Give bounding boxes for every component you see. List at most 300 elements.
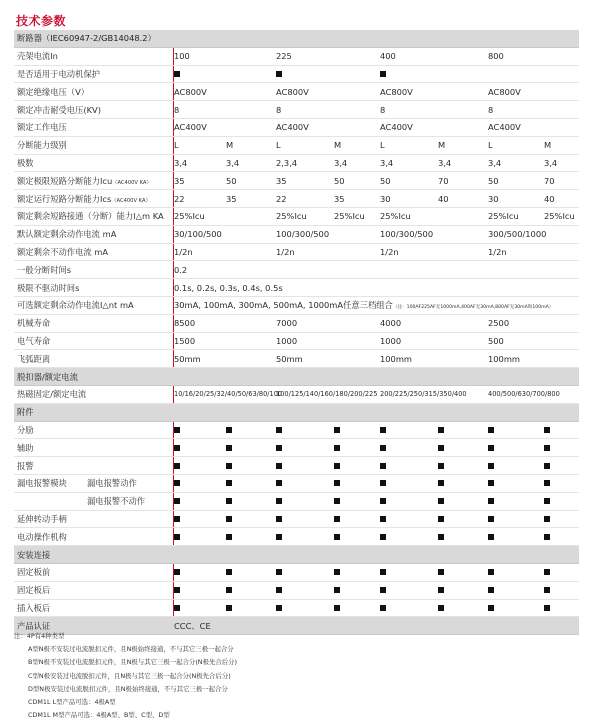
check-square-icon xyxy=(334,443,340,453)
table-row xyxy=(14,83,579,101)
check-square-icon xyxy=(334,425,340,435)
cell-value xyxy=(488,354,520,364)
cell-value-text: AC400V xyxy=(276,122,309,133)
check-square-icon xyxy=(380,567,386,577)
table-row xyxy=(14,493,579,511)
check-square-icon xyxy=(226,461,232,471)
check-square-icon xyxy=(174,443,180,453)
cell-value xyxy=(226,158,239,168)
row-label xyxy=(17,566,50,578)
check-square-icon xyxy=(226,496,232,506)
check-square-icon xyxy=(174,69,180,79)
filled-square-icon xyxy=(334,516,340,522)
cell-value-text: M xyxy=(226,140,234,151)
cell-value xyxy=(276,176,287,186)
check-square-icon xyxy=(276,514,282,524)
check-square-icon xyxy=(380,69,386,79)
row-label-text: 固定板前 xyxy=(17,567,51,578)
filled-square-icon xyxy=(334,587,340,593)
cell-value xyxy=(380,390,467,398)
table-row xyxy=(14,582,579,600)
filled-square-icon xyxy=(334,569,340,575)
cell-value xyxy=(544,194,555,204)
cell-value-text: L xyxy=(174,140,179,151)
cell-value xyxy=(488,247,507,257)
cell-value-text: 500 xyxy=(488,335,504,346)
cell-value xyxy=(488,211,519,221)
cell-value xyxy=(276,51,292,61)
section-header xyxy=(14,368,579,386)
filled-square-icon xyxy=(380,71,386,77)
check-square-icon xyxy=(438,567,444,577)
row-label-text: 电气寿命 xyxy=(17,335,51,346)
note-line: CDM1L L型产品可选：4极A型 xyxy=(28,697,116,706)
check-square-icon xyxy=(438,461,444,471)
filled-square-icon xyxy=(334,605,340,611)
filled-square-icon xyxy=(438,605,444,611)
check-square-icon xyxy=(174,425,180,435)
cell-value-text: M xyxy=(438,140,446,151)
table-row xyxy=(14,386,579,404)
cell-value-text: 8 xyxy=(380,104,386,115)
filled-square-icon xyxy=(174,534,180,540)
check-square-icon xyxy=(380,425,386,435)
cell-value xyxy=(174,265,187,275)
cell-value-text: 30mA, 100mA, 300mA, 500mA, 1000mA任意三档组合 xyxy=(174,300,393,311)
cell-value xyxy=(174,229,222,239)
cell-value xyxy=(438,140,445,150)
check-square-icon xyxy=(276,496,282,506)
row-label xyxy=(17,68,100,80)
cell-value xyxy=(174,336,195,346)
row-label xyxy=(17,513,67,525)
section-label: 附件 xyxy=(17,407,34,418)
row-label-text: 额定极限短路分断能力Icu xyxy=(17,175,113,186)
filled-square-icon xyxy=(226,498,232,504)
row-label xyxy=(17,282,79,294)
filled-square-icon xyxy=(380,605,386,611)
cell-value xyxy=(334,194,345,204)
cell-value xyxy=(276,158,297,168)
check-square-icon xyxy=(380,532,386,542)
check-square-icon xyxy=(226,567,232,577)
cell-value-text: 200/225/250/315/350/400 xyxy=(380,390,467,399)
cell-value-text: L xyxy=(276,140,281,151)
row-label-text: 极数 xyxy=(17,157,34,168)
table-row xyxy=(14,261,579,279)
cell-value-text: AC800V xyxy=(276,86,309,97)
cell-value-text: 225 xyxy=(276,51,292,62)
cell-value xyxy=(380,105,385,115)
row-label-text: 额定冲击耐受电压(KV) xyxy=(17,104,101,115)
check-square-icon xyxy=(174,603,180,613)
row-label xyxy=(17,175,152,187)
cell-value-text: 100mm xyxy=(488,353,521,364)
section-label: 断路器（IEC60947-2/GB14048.2） xyxy=(17,33,156,44)
cell-value-text: 30 xyxy=(488,193,499,204)
check-square-icon xyxy=(488,425,494,435)
cell-value-text: 400/500/630/700/800 xyxy=(488,390,560,399)
table-row xyxy=(14,137,579,155)
cell-value xyxy=(488,87,521,97)
row-label-unit: （AC400V KA） xyxy=(111,197,151,204)
filled-square-icon xyxy=(438,427,444,433)
filled-square-icon xyxy=(174,445,180,451)
check-square-icon xyxy=(334,514,340,524)
cell-value xyxy=(276,354,303,364)
cell-value-text: 50 xyxy=(380,175,391,186)
cell-value xyxy=(488,318,509,328)
row-label xyxy=(17,193,151,205)
cell-value xyxy=(544,140,551,150)
cell-value xyxy=(380,336,401,346)
check-square-icon xyxy=(488,603,494,613)
filled-square-icon xyxy=(438,463,444,469)
table-row xyxy=(14,297,579,315)
cell-value xyxy=(544,158,557,168)
check-square-icon xyxy=(174,461,180,471)
table-row xyxy=(14,422,579,440)
check-square-icon xyxy=(226,532,232,542)
cell-value-text: 1/2n xyxy=(174,246,193,257)
check-square-icon xyxy=(488,461,494,471)
check-square-icon xyxy=(544,532,550,542)
cell-value xyxy=(380,140,385,150)
filled-square-icon xyxy=(438,498,444,504)
check-square-icon xyxy=(544,603,550,613)
cell-value-text: L xyxy=(380,140,385,151)
cell-value xyxy=(174,105,179,115)
cell-value xyxy=(276,390,377,398)
section-label: 产品认证 xyxy=(17,620,51,631)
note-line: A型N极不安装过电流脱扣元件，且N极始终接通，不与其它三极一起合分 xyxy=(28,645,234,654)
cell-value xyxy=(488,194,499,204)
row-label-text: 额定剩余短路接通（分断）能力I△m KA xyxy=(17,211,164,222)
row-label-unit: （AC400V KA） xyxy=(112,179,152,186)
filled-square-icon xyxy=(174,605,180,611)
cell-value xyxy=(488,105,493,115)
check-square-icon xyxy=(488,443,494,453)
table-row xyxy=(14,279,579,297)
filled-square-icon xyxy=(380,480,386,486)
check-square-icon xyxy=(276,443,282,453)
table-row xyxy=(14,190,579,208)
filled-square-icon xyxy=(380,587,386,593)
cell-value-text: 100/125/140/160/180/200/225 xyxy=(276,390,378,399)
row-label-text: 额定工作电压 xyxy=(17,122,67,133)
cell-value-text: 100/300/500 xyxy=(276,229,330,240)
check-square-icon xyxy=(276,567,282,577)
filled-square-icon xyxy=(380,498,386,504)
filled-square-icon xyxy=(544,605,550,611)
filled-square-icon xyxy=(276,463,282,469)
cell-value xyxy=(174,176,185,186)
cell-value xyxy=(334,140,341,150)
filled-square-icon xyxy=(438,445,444,451)
check-square-icon xyxy=(174,532,180,542)
cell-value-text: AC800V xyxy=(380,86,413,97)
row-label-text: 可选额定剩余动作电流I△nt mA xyxy=(17,300,134,311)
filled-square-icon xyxy=(276,71,282,77)
cell-note: （注：100AF225AF无1000mA,400AF无30mA,800AF无30mA和100mA） xyxy=(392,305,554,311)
page-title: 技术参数 xyxy=(16,14,67,28)
check-square-icon xyxy=(334,478,340,488)
filled-square-icon xyxy=(544,480,550,486)
check-square-icon xyxy=(174,514,180,524)
cell-value-text: M xyxy=(334,140,342,151)
filled-square-icon xyxy=(334,534,340,540)
cell-value-text: 8500 xyxy=(174,318,196,329)
check-square-icon xyxy=(544,425,550,435)
table-row xyxy=(14,48,579,66)
cell-value xyxy=(334,176,345,186)
cell-value xyxy=(174,390,282,398)
cell-value xyxy=(174,87,207,97)
row-label-text: 电动操作机构 xyxy=(17,531,67,542)
check-square-icon xyxy=(226,425,232,435)
row-label xyxy=(17,353,50,365)
filled-square-icon xyxy=(380,445,386,451)
cell-value-text: 3,4 xyxy=(226,157,240,168)
filled-square-icon xyxy=(334,463,340,469)
row-label xyxy=(17,228,116,240)
filled-square-icon xyxy=(544,498,550,504)
row-sublabel: 漏电报警不动作 xyxy=(87,496,146,507)
cell-value-text: 30 xyxy=(380,193,391,204)
cell-value-text: 8 xyxy=(488,104,494,115)
filled-square-icon xyxy=(488,516,494,522)
cell-value-text: AC400V xyxy=(380,122,413,133)
table-row xyxy=(14,66,579,84)
cell-value-text: 40 xyxy=(438,193,449,204)
cell-value xyxy=(488,336,504,346)
filled-square-icon xyxy=(544,534,550,540)
cell-value-text: 25%Icu xyxy=(488,211,519,222)
check-square-icon xyxy=(380,514,386,524)
section-label: 安装连接 xyxy=(17,549,51,560)
check-square-icon xyxy=(380,603,386,613)
row-label-text: 插入板后 xyxy=(17,602,51,613)
table-row xyxy=(14,226,579,244)
cell-value-text: 1/2n xyxy=(488,246,507,257)
section-header xyxy=(14,404,579,422)
cell-value xyxy=(276,122,309,132)
cell-value xyxy=(380,194,391,204)
row-label-text: 极限不驱动时间s xyxy=(17,282,80,293)
filled-square-icon xyxy=(488,427,494,433)
cell-value xyxy=(380,247,399,257)
filled-square-icon xyxy=(174,71,180,77)
cell-value xyxy=(174,318,195,328)
check-square-icon xyxy=(438,585,444,595)
cell-value-text: 1000 xyxy=(380,335,402,346)
cell-value xyxy=(488,122,521,132)
filled-square-icon xyxy=(438,534,444,540)
table-row xyxy=(14,119,579,137)
row-label xyxy=(17,264,71,276)
filled-square-icon xyxy=(438,480,444,486)
filled-square-icon xyxy=(174,427,180,433)
cell-value-text: 3,4 xyxy=(380,157,394,168)
cell-value xyxy=(544,176,555,186)
check-square-icon xyxy=(226,585,232,595)
row-label-text: 壳架电流In xyxy=(17,51,58,62)
filled-square-icon xyxy=(488,480,494,486)
filled-square-icon xyxy=(174,463,180,469)
cell-value xyxy=(380,158,393,168)
row-label-text: 是否适用于电动机保护 xyxy=(17,68,100,79)
check-square-icon xyxy=(438,478,444,488)
cell-value xyxy=(380,122,413,132)
cell-value xyxy=(380,176,391,186)
cell-value-text: L xyxy=(488,140,493,151)
check-square-icon xyxy=(488,585,494,595)
cell-value xyxy=(438,194,449,204)
check-square-icon xyxy=(334,603,340,613)
check-square-icon xyxy=(438,425,444,435)
check-square-icon xyxy=(438,603,444,613)
cell-value xyxy=(174,247,193,257)
filled-square-icon xyxy=(488,463,494,469)
row-label-text: 辅助 xyxy=(17,442,34,453)
row-label xyxy=(17,388,86,400)
row-label xyxy=(17,424,34,436)
cell-value-text: 30/100/500 xyxy=(174,229,222,240)
check-square-icon xyxy=(380,478,386,488)
filled-square-icon xyxy=(380,427,386,433)
check-square-icon xyxy=(488,532,494,542)
cell-value-text: 1000 xyxy=(276,335,298,346)
filled-square-icon xyxy=(334,427,340,433)
cell-value-text: 8 xyxy=(174,104,180,115)
filled-square-icon xyxy=(380,534,386,540)
table-row xyxy=(14,333,579,351)
cell-value xyxy=(276,87,309,97)
filled-square-icon xyxy=(488,534,494,540)
filled-square-icon xyxy=(544,516,550,522)
cell-value-text: 800 xyxy=(488,51,504,62)
filled-square-icon xyxy=(174,516,180,522)
row-label-text: 热磁固定/额定电流 xyxy=(17,389,87,400)
check-square-icon xyxy=(380,443,386,453)
filled-square-icon xyxy=(226,587,232,593)
check-square-icon xyxy=(334,496,340,506)
cell-value-text: 300/500/1000 xyxy=(488,229,547,240)
check-square-icon xyxy=(276,585,282,595)
row-label-text: 分断能力级别 xyxy=(17,140,67,151)
cell-value-text: AC400V xyxy=(174,122,207,133)
row-label xyxy=(17,584,50,596)
row-label-text: 额定运行短路分断能力Ics xyxy=(17,193,112,204)
section-label: 脱扣器/额定电流 xyxy=(17,371,78,382)
note-line: CDM1L M型产品可选：4极A型、B型、C型、D型 xyxy=(28,711,170,720)
check-square-icon xyxy=(544,585,550,595)
filled-square-icon xyxy=(544,445,550,451)
table-row xyxy=(14,457,579,475)
cell-value xyxy=(380,87,413,97)
row-label xyxy=(17,460,34,472)
cell-value xyxy=(380,51,396,61)
filled-square-icon xyxy=(380,463,386,469)
check-square-icon xyxy=(276,532,282,542)
cell-value xyxy=(334,211,365,221)
cell-value xyxy=(276,336,297,346)
cell-value-text: 40 xyxy=(544,193,555,204)
table-row xyxy=(14,564,579,582)
cell-value xyxy=(488,51,504,61)
cell-value-text: AC400V xyxy=(488,122,521,133)
cell-value-text: 35 xyxy=(276,175,287,186)
cell-value xyxy=(276,247,295,257)
filled-square-icon xyxy=(438,516,444,522)
cell-value-text: 7000 xyxy=(276,318,298,329)
filled-square-icon xyxy=(488,587,494,593)
table-row xyxy=(14,208,579,226)
check-square-icon xyxy=(334,461,340,471)
row-label-text: 一般分断时间s xyxy=(17,264,72,275)
cell-value-text: 0.2 xyxy=(174,264,188,275)
filled-square-icon xyxy=(544,569,550,575)
cell-value-text: 100 xyxy=(174,51,190,62)
filled-square-icon xyxy=(380,516,386,522)
cell-value-text: 10/16/20/25/32/40/50/63/80/100 xyxy=(174,390,283,399)
row-label xyxy=(17,210,164,222)
check-square-icon xyxy=(380,496,386,506)
filled-square-icon xyxy=(276,445,282,451)
cell-value xyxy=(226,176,237,186)
row-label-text: 报警 xyxy=(17,460,34,471)
cell-value-text: 70 xyxy=(438,175,449,186)
cell-value-text: 2,3,4 xyxy=(276,157,298,168)
cell-value-text: 25%Icu xyxy=(544,211,575,222)
cell-value-text: 100mm xyxy=(380,353,413,364)
filled-square-icon xyxy=(276,480,282,486)
table-row xyxy=(14,101,579,119)
check-square-icon xyxy=(174,567,180,577)
filled-square-icon xyxy=(544,427,550,433)
check-square-icon xyxy=(438,532,444,542)
check-square-icon xyxy=(276,69,282,79)
cell-value xyxy=(276,194,287,204)
check-square-icon xyxy=(488,567,494,577)
table-row xyxy=(14,511,579,529)
filled-square-icon xyxy=(226,516,232,522)
row-label xyxy=(17,246,108,258)
table-row xyxy=(14,315,579,333)
cell-value-text: 25%Icu xyxy=(380,211,411,222)
note-line: D型N极安装过电流脱扣元件，且N极始终接通，不与其它三极一起合分 xyxy=(28,684,228,693)
cell-value-text: 25%Icu xyxy=(276,211,307,222)
filled-square-icon xyxy=(276,516,282,522)
cell-value xyxy=(174,299,553,311)
filled-square-icon xyxy=(276,534,282,540)
row-label-text: 飞弧距离 xyxy=(17,353,51,364)
cell-value xyxy=(276,318,297,328)
check-square-icon xyxy=(544,461,550,471)
filled-square-icon xyxy=(276,427,282,433)
filled-square-icon xyxy=(226,427,232,433)
check-square-icon xyxy=(276,461,282,471)
check-square-icon xyxy=(438,514,444,524)
cell-value xyxy=(276,229,329,239)
check-square-icon xyxy=(276,603,282,613)
cell-value xyxy=(174,140,179,150)
cell-value-text: 22 xyxy=(174,193,185,204)
row-label xyxy=(17,50,58,62)
row-label xyxy=(17,317,50,329)
cell-value-text: M xyxy=(544,140,552,151)
cell-value-text: 50 xyxy=(488,175,499,186)
